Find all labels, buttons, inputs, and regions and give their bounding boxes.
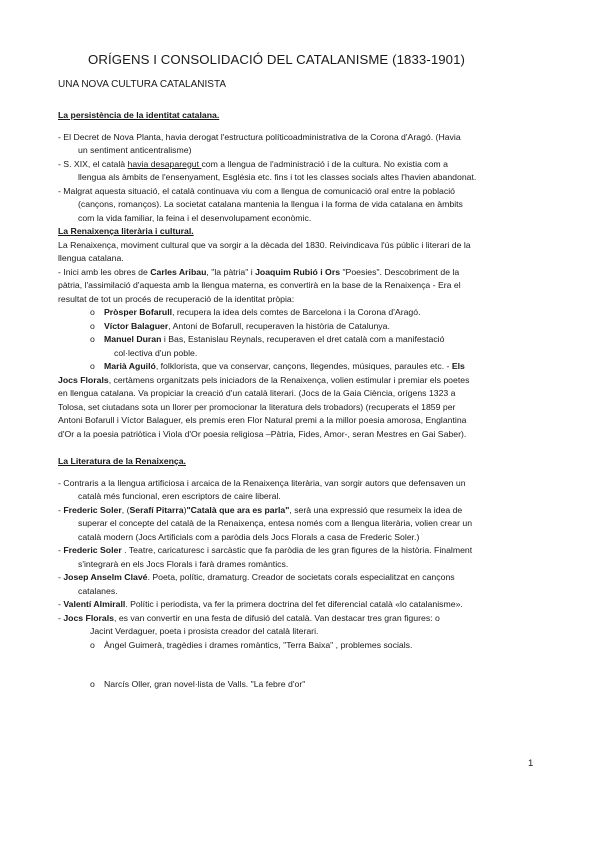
bullet-jocs-florals: - Jocs Florals, es van convertir en una festa de difusió del català. Van destacar tres gran figures: o	[58, 612, 440, 623]
list-item-aguilo: o Marià Aguiló, folklorista, que va conservar, cançons, llegendes, músiques, paraules etc. - Els	[90, 361, 465, 371]
section-heading: UNA NOVA CULTURA CATALANISTA	[58, 79, 226, 90]
bullet-segle-xix: - S. XIX, el català havia desaparegut com a llengua de l'administració i de la cultura. No existia com a llengua als àmbits de l'ensenyament, Església etc. fins i tot les classes socials altes l'havien abandonat.	[58, 158, 477, 182]
bullet-nova-planta: - El Decret de Nova Planta, havia derogat l'estructura políticoadministrativa de la Corona d'Aragó. (Havia un sentiment anticentralisme)	[58, 131, 461, 155]
list-item-duran: o Manuel Duran i Bas, Estanislau Reynals, recuperaven el dret català com a manifestació col·lectiva d'un poble.	[90, 334, 445, 358]
paragraph-renaixenca-intro: La Renaixença, moviment cultural que va sorgir a la dècada del 1830. Reivindicava l'ús públic i literari de la llengua catalana.	[58, 239, 471, 263]
bullet-frederic-soler-pitarra: - Frederic Soler, (Serafí Pitarra)"Català que ara es parla", serà una expressió que resumeix la idea de superar el concepte del català de la Renaixença, entesa només com a llengua literària, volien crear un català modern (Jocs Artificials com a paròdia dels Jocs Florals a casa de Frederic Soler.)	[58, 504, 473, 542]
list-item-guimera: o Àngel Guimerà, tragèdies i drames romàntics, "Terra Baixa" , problemes socials.	[90, 639, 413, 650]
paragraph-jocs-florals: Jocs Florals, certàmens organitzats pels iniciadors de la Renaixença, volien estimular i premiar els poetes en llengua catalana. Va propiciar la creació d'un català literari. (Jocs de la Gaia Ciència, orígens 1323 a Tolosa, set ciutadans sota un llorer per promocionar la literatura dels trobadors) (recuperats el 1859 per Antoni Bofarull i Víctor Balaguer, els premis eren Flor Natural premi a la millor poesia amorosa, Englantina d'Or a la poesia patriòtica i Viola d'Or poesia religiosa –Pàtria, Fides, Amor-, seran Mestres en Gai Saber).	[58, 374, 470, 439]
bullet-clave: - Josep Anselm Clavé. Poeta, polític, dramaturg. Creador de societats corals especialitzat en cançons catalanes.	[58, 572, 455, 596]
bullet-malgrat: - Malgrat aquesta situació, el català continuava viu com a llengua de comunicació oral entre la població (cançons, romanços). La societat catalana mantenia la llengua i la forma de vida catalana en àmbits com la vida familiar, la feina i el desenvolupament econòmic.	[58, 185, 463, 223]
section-title-literatura: La Literatura de la Renaixença.	[58, 456, 186, 466]
bullet-almirall: - Valentí Almirall. Polític i periodista, va fer la primera doctrina del fet diferencial català «lo catalanisme».	[58, 599, 463, 609]
bullet-contraris: - Contraris a la llengua artificiosa i arcaica de la Renaixença literària, van sorgir autors que defensaven un català més funcional, eren escriptors de caire liberal.	[58, 477, 466, 501]
paragraph-inici: - Inici amb les obres de Carles Aribau, "la pàtria" i Joaquim Rubió i Ors "Poesies". Descobriment de la pàtria, l'assimilació d'aquesta amb la llengua materna, es convertirà en la base de la Renaixença - Era el resultat de tot un procés de recuperació de la identitat pròpia:	[58, 266, 461, 304]
section-title-persistencia: La persistència de la identitat catalana.	[58, 110, 220, 120]
document-body	[58, 78, 543, 692]
page-number: 1	[528, 758, 534, 769]
document-title: ORÍGENS I CONSOLIDACIÓ DEL CATALANISME (1833-1901)	[88, 52, 466, 67]
list-item-balaguer: o Víctor Balaguer, Antoni de Bofarull, recuperaven la història de Catalunya.	[90, 320, 390, 331]
line-verdaguer: Jacint Verdaguer, poeta i prosista creador del català literari.	[90, 626, 319, 636]
bullet-frederic-soler-teatre: - Frederic Soler . Teatre, caricaturesc i sarcàstic que fa paròdia de les gran figures de la història. Finalment s'integrarà en els Jocs Florals i farà drames romàntics.	[58, 545, 473, 569]
list-item-oller: o Narcís Oller, gran novel·lista de Valls. "La febre d'or"	[90, 679, 306, 689]
list-item-bofarull: o Pròsper Bofarull, recupera la idea dels comtes de Barcelona i la Corona d'Aragó.	[90, 307, 421, 317]
section-title-renaixenca: La Renaixença literària i cultural.	[58, 226, 194, 236]
